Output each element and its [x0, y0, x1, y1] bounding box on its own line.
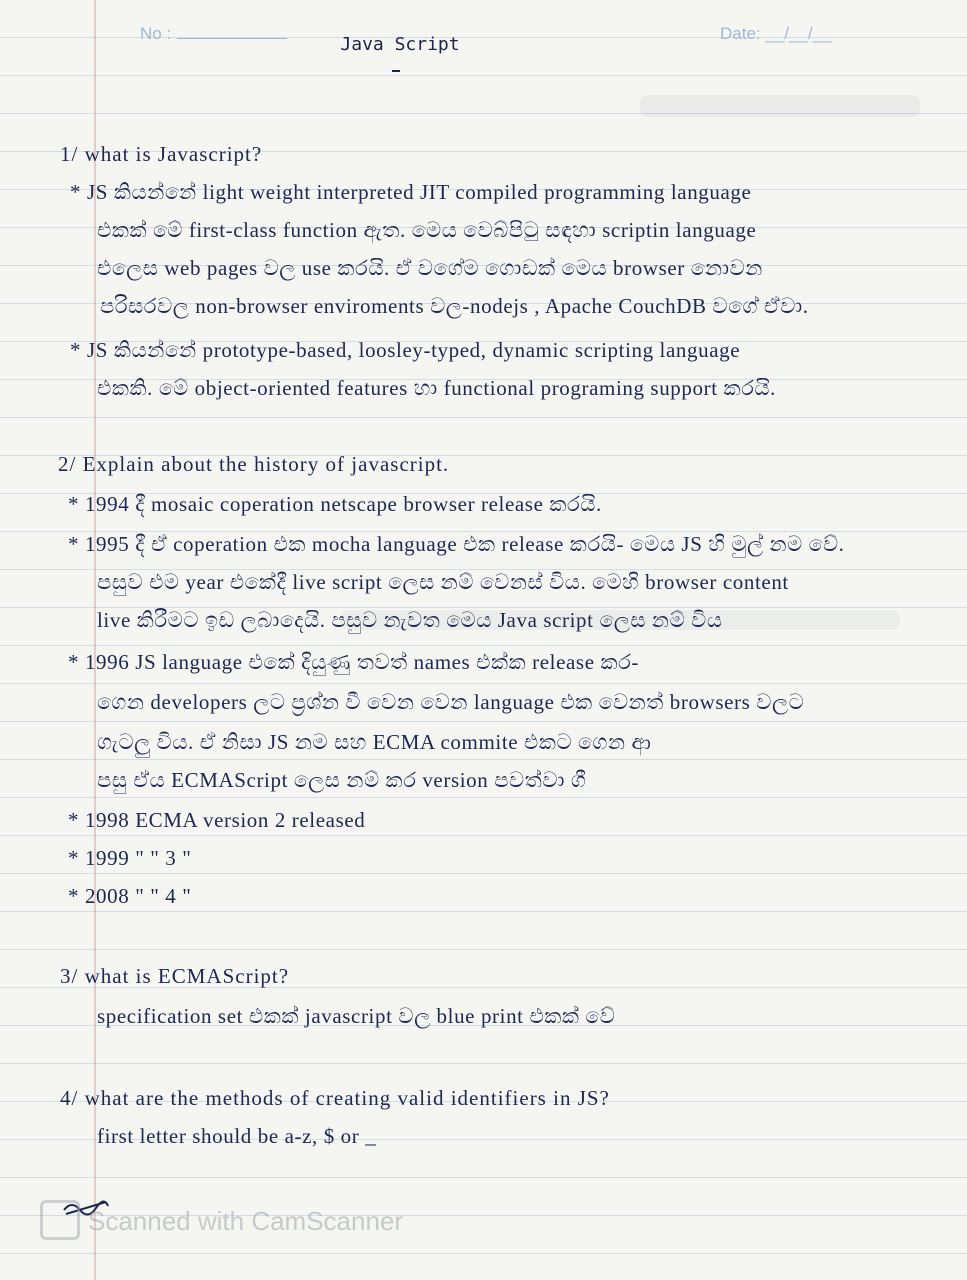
answer-line: * JS කියන්නේ light weight interpreted JIT compiled programming language — [70, 180, 752, 204]
answer-line: * 1999 " " 3 " — [68, 846, 192, 870]
answer-line: එලෙස web pages වල use කරයි. ඒ වගේම ගොඩක් මෙය browser නොවන — [97, 256, 763, 280]
no-field — [140, 24, 287, 44]
answer-line: පසු ඒය ECMAScript ලෙස නම් කර version පවත්වා ගී — [97, 768, 587, 792]
answer-line: live කිරීමට ඉඩ ලබාදෙයි. පසුව නැවත මෙය Java script ලෙස නම් විය — [97, 608, 723, 632]
answer-line: පසුව එම year එකේදී live script ලෙස නම් වෙනස් විය. මෙහි browser content — [97, 570, 789, 594]
title-underline-mark — [392, 70, 400, 72]
scanner-watermark: Scanned with CamScanner — [88, 1206, 404, 1236]
question-2-heading: 2/ Explain about the history of javascript. — [58, 452, 450, 476]
camscanner-logo-icon — [40, 1200, 80, 1240]
question-1-heading: 1/ what is Javascript? — [60, 142, 263, 166]
answer-line: එකකි. මේ object-oriented features හා functional programing support කරයි. — [97, 376, 776, 400]
date-value: __/__/__ — [765, 24, 832, 43]
answer-line: ගැටලු විය. ඒ නිසා JS නම සහ ECMA commite එකට ගෙන ආ — [97, 730, 652, 754]
question-3-heading: 3/ what is ECMAScript? — [60, 964, 290, 988]
answer-line: * 1998 ECMA version 2 released — [68, 808, 366, 832]
answer-line: * 1996 JS language එකේ දියුණු තවත් names එක්ක release කර- — [68, 650, 640, 674]
no-label: No : — [140, 24, 172, 43]
answer-line: ගෙන developers ලට ප්‍රශ්න වී වෙන වෙන language එක වෙනත් browsers වලට — [97, 690, 805, 714]
answer-line: * 1994 දී mosaic coperation netscape browser release කරයි. — [68, 492, 602, 516]
answer-line: * 2008 " " 4 " — [68, 884, 192, 908]
date-field — [720, 24, 832, 44]
answer-line: * JS කියන්නේ prototype-based, loosley-typed, dynamic scripting language — [70, 338, 741, 362]
answer-line: specification set එකක් javascript වල blue print එකක් වේ — [97, 1004, 616, 1028]
page-title: Java Script — [340, 34, 460, 55]
answer-line: * 1995 දී ඒ coperation එක mocha language එක release කරයි- මෙය JS හි මුල් නම වේ. — [68, 532, 845, 556]
answer-line: first letter should be a-z, $ or _ — [97, 1124, 377, 1148]
question-4-heading: 4/ what are the methods of creating valid identifiers in JS? — [60, 1086, 610, 1110]
bleed-through-shadow — [640, 95, 920, 117]
date-label: Date: — [720, 24, 761, 43]
answer-line: පරිසරවල non-browser enviroments වල-nodejs , Apache CouchDB වගේ ඒවා. — [100, 294, 809, 318]
answer-line: එකක් මේ first-class function ඇත. මෙය වෙබ්පිටු සඳහා scriptin language — [97, 218, 757, 242]
